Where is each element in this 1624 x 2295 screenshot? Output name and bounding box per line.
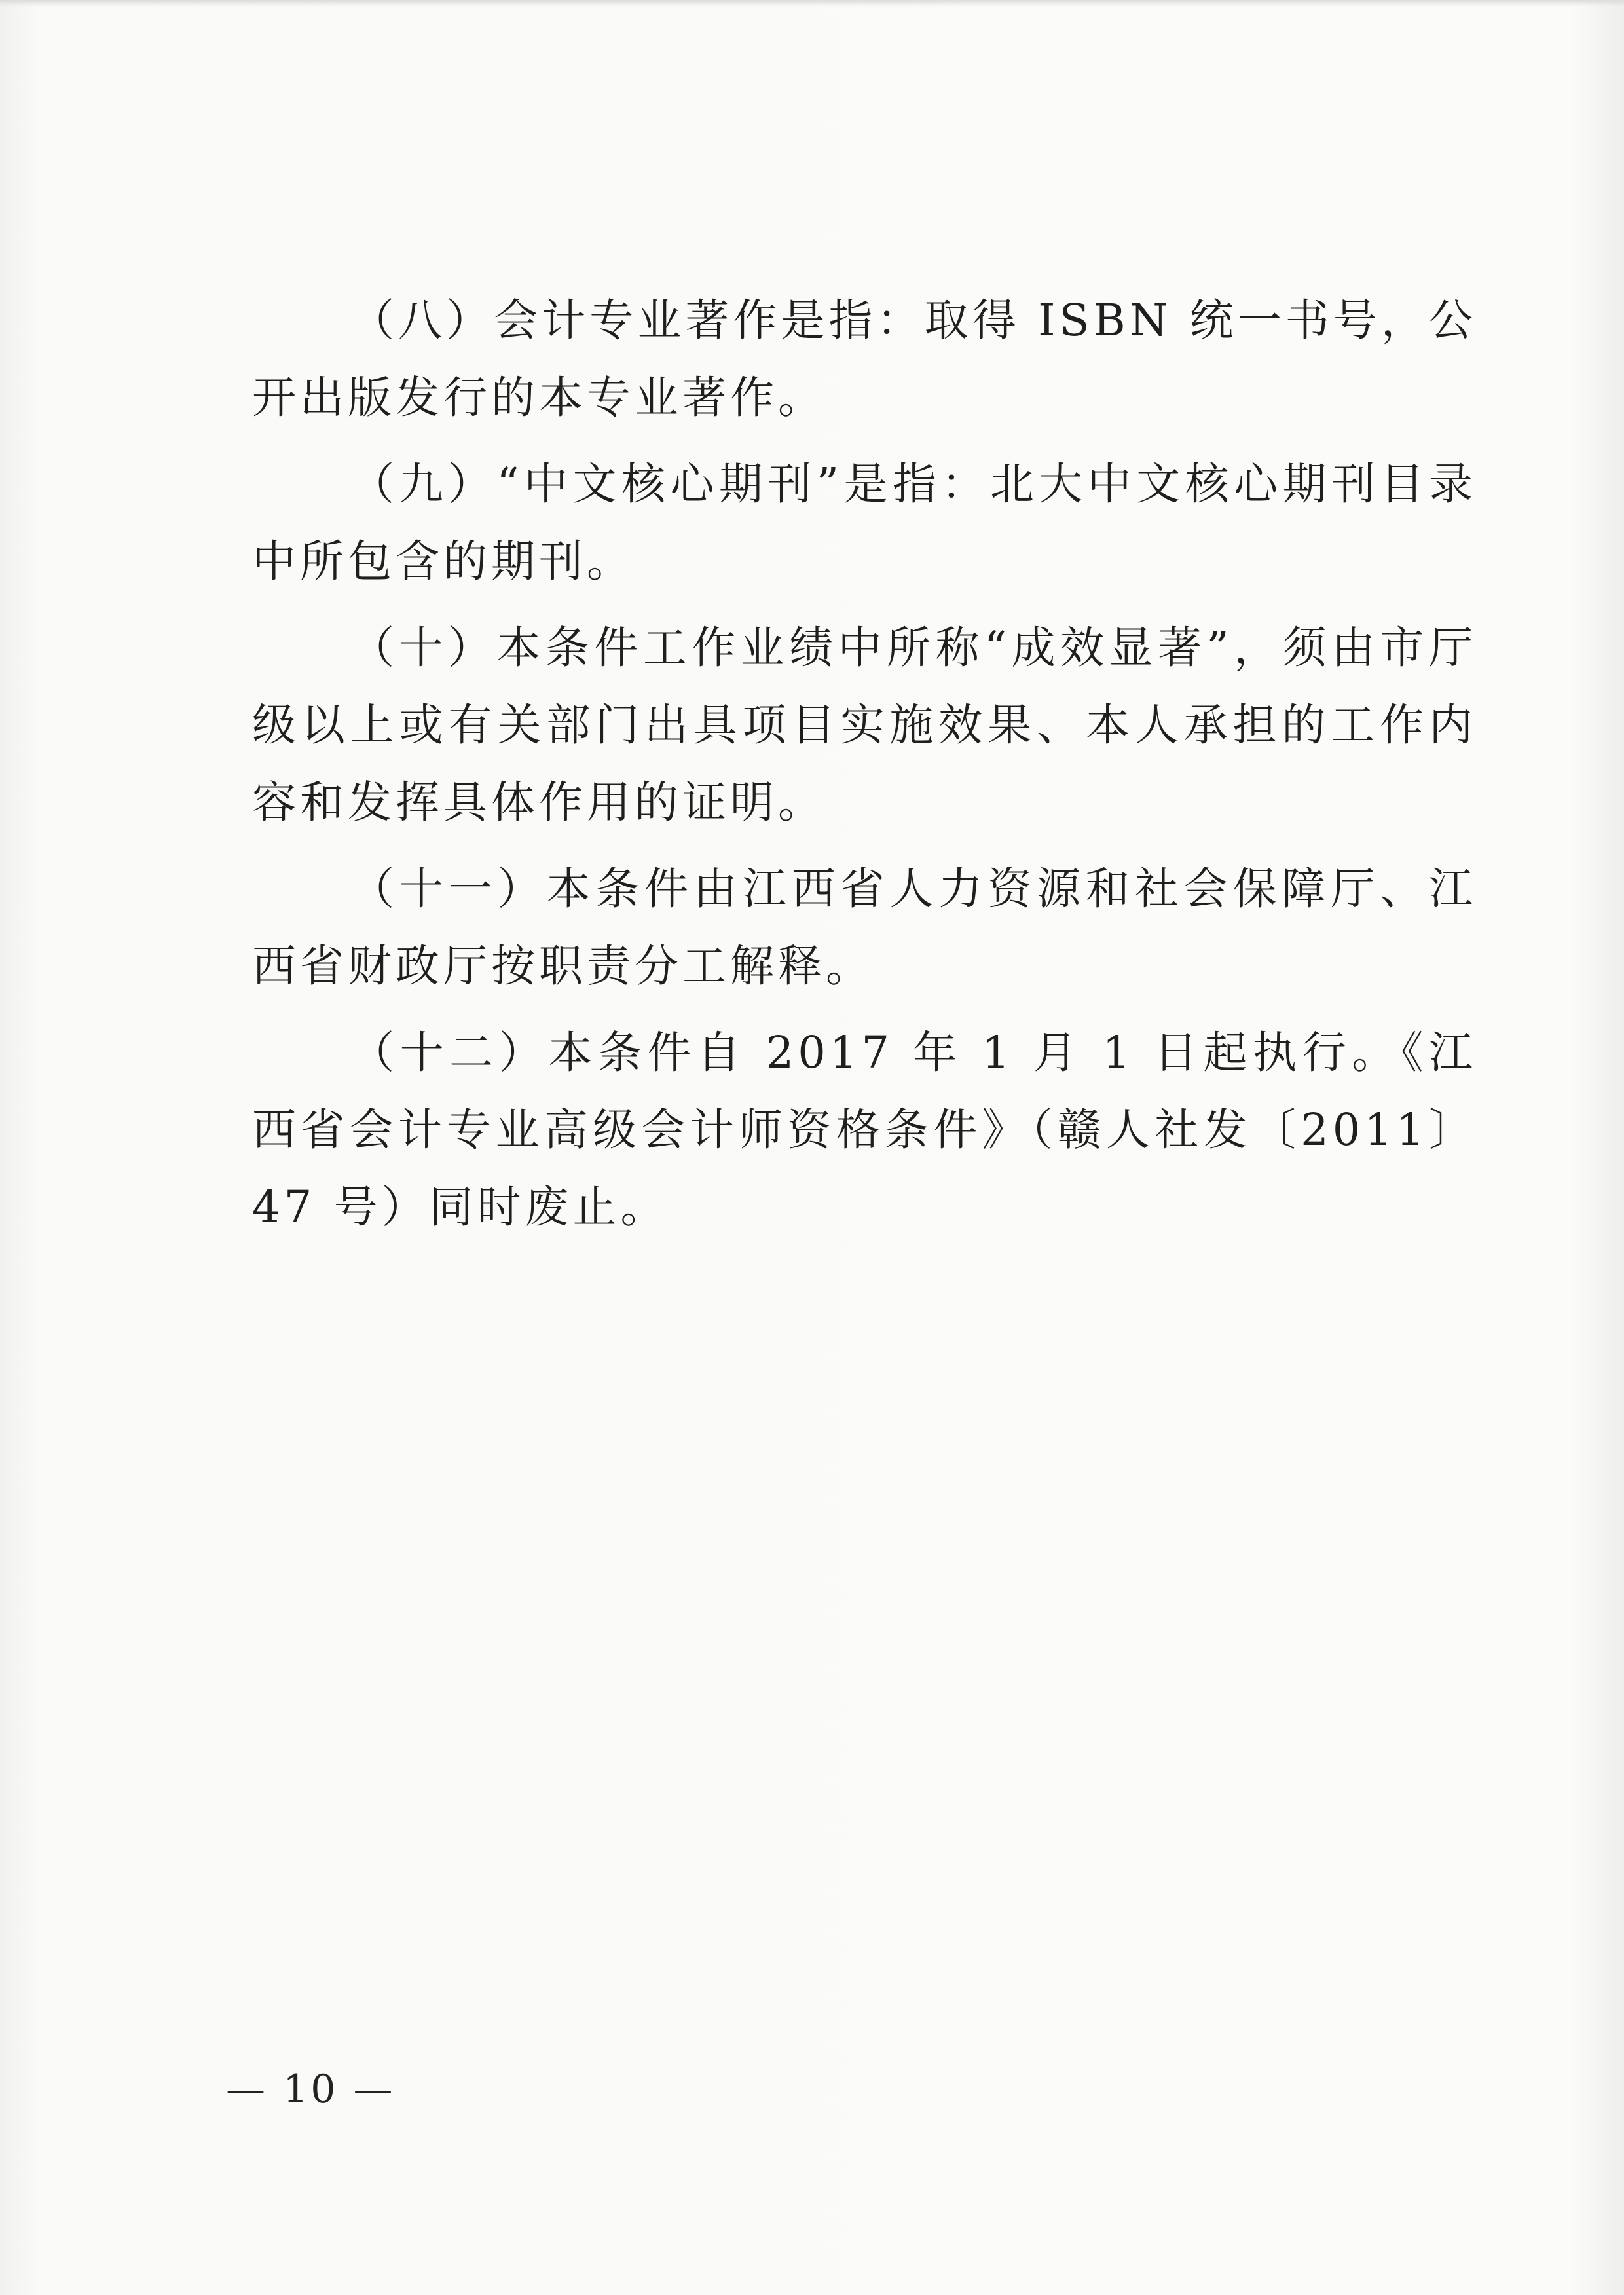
- paragraph-11: （十一）本条件由江西省人力资源和社会保障厅、江西省财政厅按职责分工解释。: [252, 863, 1477, 992]
- page-number: — 10 —: [226, 2066, 396, 2112]
- paragraph-10: （十）本条件工作业绩中所称“成效显著”，须由市厅级以上或有关部门出具项目实施效果、本人承担的工作内容和发挥具体作用的证明。: [252, 622, 1477, 828]
- paragraph-12: （十二）本条件自 2017 年 1 月 1 日起执行。《江西省会计专业高级会计师资格条件》（赣人社发〔2011〕47 号）同时废止。: [252, 1027, 1477, 1233]
- paragraph-8: （八）会计专业著作是指：取得 ISBN 统一书号，公开出版发行的本专业著作。: [252, 295, 1477, 423]
- scan-edge: [0, 0, 1624, 7]
- paragraph-9: （九）“中文核心期刊”是指：北大中文核心期刊目录中所包含的期刊。: [252, 458, 1477, 587]
- document-body: [252, 282, 1477, 1246]
